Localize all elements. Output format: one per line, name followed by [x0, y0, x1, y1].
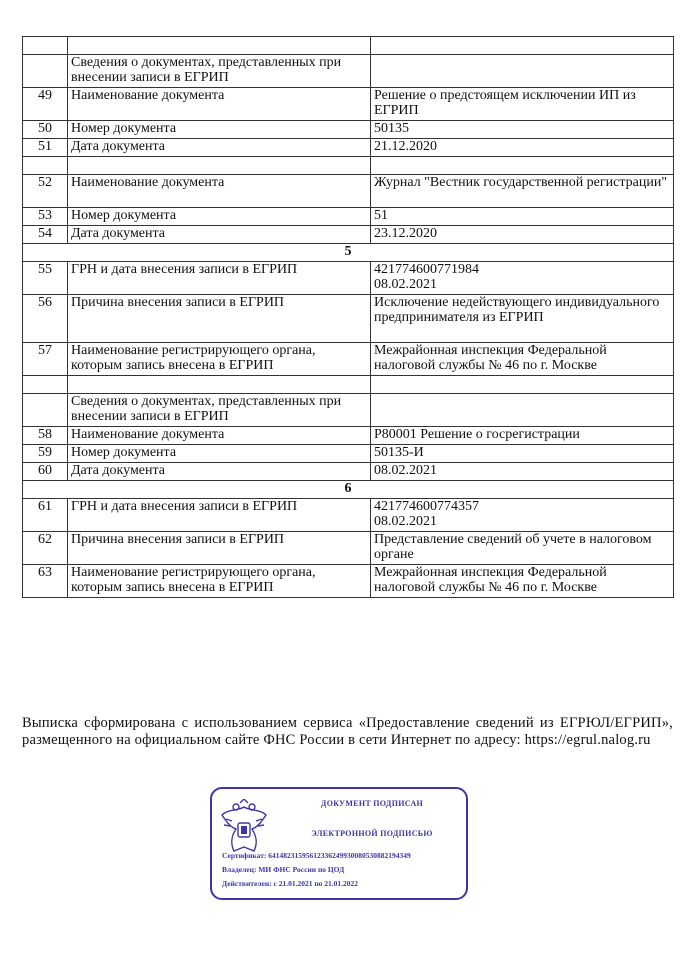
row-number: 59 — [23, 445, 68, 463]
row-value: Межрайонная инспекция Федеральной налоговой службы № 46 по г. Москве — [371, 565, 674, 598]
row-number: 57 — [23, 343, 68, 376]
table-row — [23, 499, 674, 532]
row-label: Сведения о документах, представленных при внесении записи в ЕГРИП — [68, 55, 371, 88]
table-row — [23, 55, 674, 88]
row-value — [371, 394, 674, 427]
row-value — [371, 55, 674, 88]
row-label: Наименование документа — [68, 88, 371, 121]
row-value: 50135-И — [371, 445, 674, 463]
grn-date: 08.02.2021 — [374, 514, 437, 529]
table-row — [23, 463, 674, 481]
row-value — [371, 262, 674, 295]
stamp-title: ДОКУМЕНТ ПОДПИСАН — [320, 799, 424, 808]
table-row — [23, 295, 674, 343]
table-row — [23, 175, 674, 208]
row-value: 23.12.2020 — [371, 226, 674, 244]
row-number: 49 — [23, 88, 68, 121]
table-row — [23, 121, 674, 139]
table-row — [23, 445, 674, 463]
row-label: Номер документа — [68, 445, 371, 463]
stamp-subtitle: ЭЛЕКТРОННОЙ ПОДПИСЬЮ — [311, 829, 433, 838]
table-row — [23, 532, 674, 565]
row-label: Причина внесения записи в ЕГРИП — [68, 295, 371, 343]
row-number: 53 — [23, 208, 68, 226]
row-number: 60 — [23, 463, 68, 481]
table-row — [23, 427, 674, 445]
table-row — [23, 262, 674, 295]
row-label: Сведения о документах, представленных при внесении записи в ЕГРИП — [68, 394, 371, 427]
row-value: Межрайонная инспекция Федеральной налоговой службы № 46 по г. Москве — [371, 343, 674, 376]
blank-row — [23, 157, 674, 175]
row-number: 54 — [23, 226, 68, 244]
table-row — [23, 394, 674, 427]
row-number: 62 — [23, 532, 68, 565]
table-row — [23, 139, 674, 157]
row-value: Решение о предстоящем исключении ИП из ЕГРИП — [371, 88, 674, 121]
table-row — [23, 226, 674, 244]
row-number: 50 — [23, 121, 68, 139]
table-row — [23, 88, 674, 121]
row-label: ГРН и дата внесения записи в ЕГРИП — [68, 499, 371, 532]
coat-of-arms-icon — [216, 799, 272, 859]
row-label: Наименование регистрирующего органа, которым запись внесена в ЕГРИП — [68, 565, 371, 598]
section-header-6 — [23, 481, 674, 499]
row-number: 52 — [23, 175, 68, 208]
row-number: 55 — [23, 262, 68, 295]
row-number: 61 — [23, 499, 68, 532]
row-number: 63 — [23, 565, 68, 598]
electronic-signature-stamp — [210, 787, 468, 900]
row-number: 51 — [23, 139, 68, 157]
blank-row — [23, 376, 674, 394]
row-label: Наименование регистрирующего органа, которым запись внесена в ЕГРИП — [68, 343, 371, 376]
row-value — [371, 499, 674, 532]
grn-value: 421774600774357 — [374, 499, 479, 514]
stamp-owner: Владелец: МИ ФНС России по ЦОД — [222, 865, 345, 874]
stamp-validity: Действителен: с 21.01.2021 по 21.01.2022 — [222, 879, 359, 888]
row-label: Номер документа — [68, 121, 371, 139]
row-value: 51 — [371, 208, 674, 226]
section-header-5 — [23, 244, 674, 262]
table-row — [23, 343, 674, 376]
stamp-certificate: Сертификат: 64148231595612336249930080530882194349 — [222, 851, 411, 860]
footer-note: Выписка сформирована с использованием сервиса «Предоставление сведений из ЕГРЮЛ/ЕГРИП», размещенного на официальном сайте ФНС России в сети Интернет по адресу: https://egrul.nalog.ru — [22, 715, 673, 748]
row-number — [23, 394, 68, 427]
row-label: Дата документа — [68, 139, 371, 157]
row-value: 08.02.2021 — [371, 463, 674, 481]
row-number: 56 — [23, 295, 68, 343]
row-label: Дата документа — [68, 463, 371, 481]
row-label: Наименование документа — [68, 427, 371, 445]
section-number: 6 — [23, 481, 674, 499]
section-number: 5 — [23, 244, 674, 262]
row-value: Представление сведений об учете в налоговом органе — [371, 532, 674, 565]
grn-value: 421774600771984 — [374, 262, 479, 277]
table-row — [23, 565, 674, 598]
row-value: Р80001 Решение о госрегистрации — [371, 427, 674, 445]
row-value: Журнал "Вестник государственной регистрации" — [371, 175, 674, 208]
row-number: 58 — [23, 427, 68, 445]
blank-row — [23, 37, 674, 55]
row-label: Причина внесения записи в ЕГРИП — [68, 532, 371, 565]
row-label: Дата документа — [68, 226, 371, 244]
row-value: 21.12.2020 — [371, 139, 674, 157]
egrip-extract-table — [22, 36, 674, 598]
row-value: Исключение недействующего индивидуального предпринимателя из ЕГРИП — [371, 295, 674, 343]
grn-date: 08.02.2021 — [374, 277, 437, 292]
row-label: Номер документа — [68, 208, 371, 226]
row-label: Наименование документа — [68, 175, 371, 208]
row-number — [23, 55, 68, 88]
table-row — [23, 208, 674, 226]
row-value: 50135 — [371, 121, 674, 139]
row-label: ГРН и дата внесения записи в ЕГРИП — [68, 262, 371, 295]
